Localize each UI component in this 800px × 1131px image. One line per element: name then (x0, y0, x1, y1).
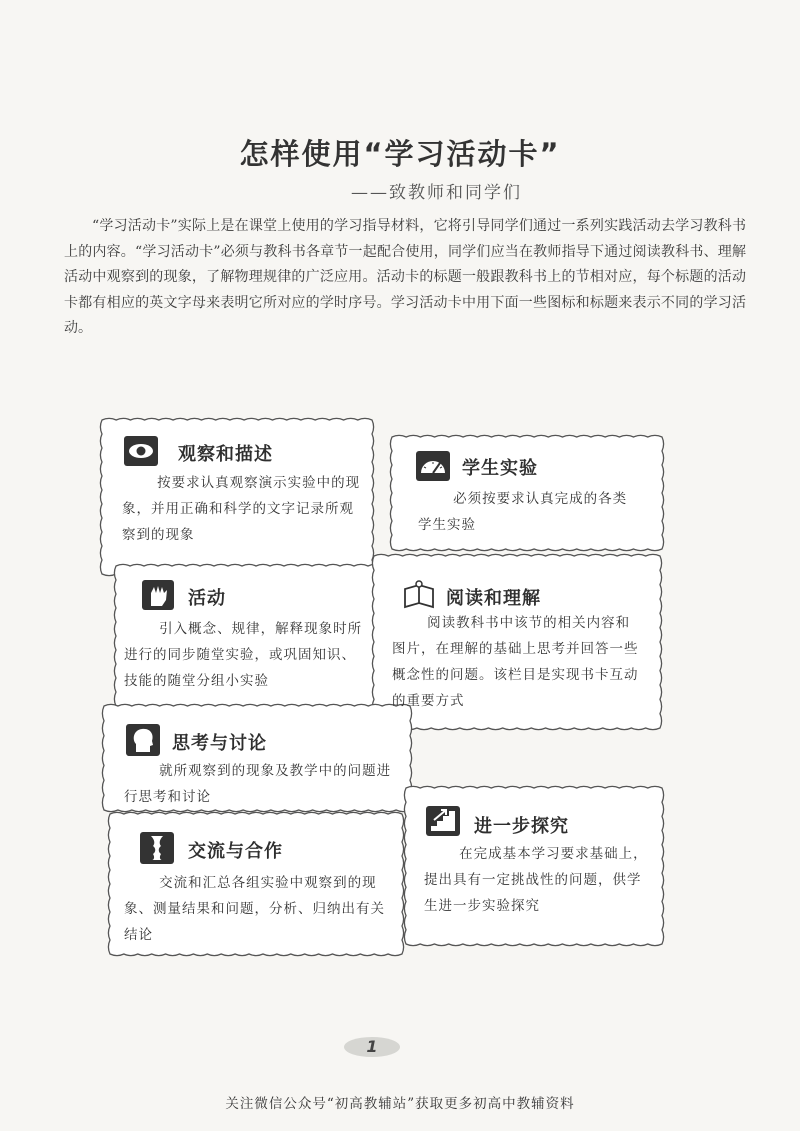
intro-paragraph: “学习活动卡”实际上是在课堂上使用的学习指导材料，它将引导同学们通过一系列实践活动去学习教科书上的内容。“学习活动卡”必须与教科书各章节一起配合使用，同学们应当在教师指导下通过阅读教科书、理解活动中观察到的现象，了解物理规律的广泛应用。活动卡的标题一般跟教科书上的节相对应，每个标题的活动卡都有相应的英文字母来表明它所对应的学时序号。学习活动卡中用下面一些图标和标题来表示不同的学习活动。 (64, 218, 746, 336)
card-body-explore: 在完成基本学习要求基础上，提出具有一定挑战性的问题，供学生进一步实验探究 (424, 846, 648, 914)
card-title-explore: 进一步探究 (474, 816, 569, 837)
card-title-cooperate: 交流与合作 (188, 841, 283, 862)
card-body-activity: 引入概念、规律，解释现象时所进行的同步随堂实验，或巩固知识、技能的随堂分组小实验 (124, 621, 363, 689)
card-title-observe: 观察和描述 (178, 444, 273, 465)
page-title: 怎样使用“学习活动卡” (239, 137, 561, 171)
page-subtitle: ——致教师和同学们 (351, 183, 522, 203)
card-body-discuss: 就所观察到的现象及教学中的问题进行思考和讨论 (124, 763, 392, 805)
footer-note: 关注微信公众号“初高教辅站”获取更多初高中教辅资料 (225, 1096, 575, 1112)
page-number-text: 1 (366, 1037, 378, 1056)
card-title-experiment: 学生实验 (462, 458, 538, 479)
card-title-activity: 活动 (188, 588, 226, 609)
card-body-reading: 阅读教科书中该节的相关内容和图片，在理解的基础上思考并回答一些概念性的问题。该栏目是实现书卡互动的重要方式 (392, 615, 639, 709)
card-body-observe: 按要求认真观察演示实验中的现象，并用正确和科学的文字记录所观察到的现象 (122, 475, 361, 543)
page-number (342, 1036, 402, 1058)
card-body-experiment: 必须按要求认真完成的各类学生实验 (418, 491, 628, 533)
card-title-discuss: 思考与讨论 (172, 733, 267, 754)
card-body-cooperate: 交流和汇总各组实验中观察到的现象、测量结果和问题，分析、归纳出有关结论 (124, 875, 385, 943)
card-title-reading: 阅读和理解 (446, 588, 541, 609)
